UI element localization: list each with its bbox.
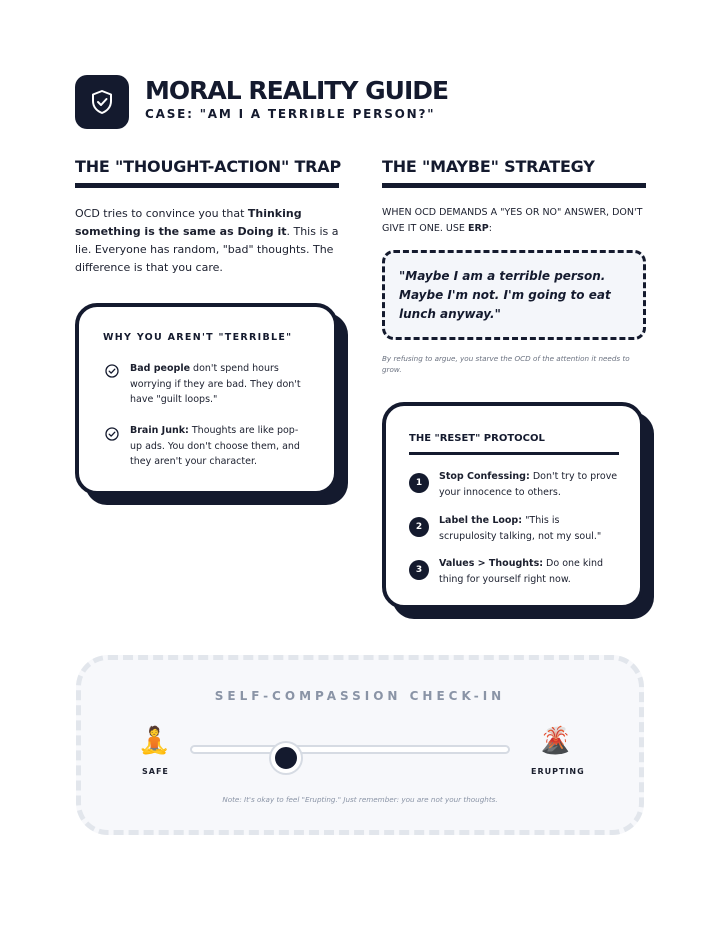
step-number: 3	[409, 560, 429, 580]
list-item	[130, 361, 310, 408]
page-title: MORAL REALITY GUIDE	[145, 76, 449, 105]
trap-intro-pre: OCD tries to convince you that	[75, 207, 248, 220]
volcano-icon: 🌋	[539, 726, 572, 756]
step-text: "This is scrupulosity talking, not my soul."	[439, 515, 602, 542]
step-number: 2	[409, 517, 429, 537]
trap-intro-bold: Thinking something is the same as Doing it	[75, 207, 302, 238]
section-heading-trap: THE "THOUGHT-ACTION" TRAP	[75, 157, 342, 176]
item-text: don't spend hours worrying if they are bad. They don't have "guilt loops."	[130, 363, 301, 405]
maybe-intro-pre: WHEN OCD DEMANDS A "YES OR NO" ANSWER, DON'T GIVE IT ONE. USE	[382, 207, 643, 234]
list-item	[439, 469, 619, 500]
step-bold: Stop Confessing:	[439, 471, 530, 482]
trap-intro-post: . This is a lie. Everyone has random, "bad" thoughts. The difference is that you care.	[75, 225, 339, 274]
checkin-note: Note: It's okay to feel "Erupting." Just remember: you are not your thoughts.	[222, 795, 498, 804]
shield-check-icon	[90, 89, 114, 115]
maybe-intro	[382, 205, 644, 237]
maybe-intro-bold: ERP	[467, 223, 489, 234]
page-subtitle: CASE: "AM I A TERRIBLE PERSON?"	[145, 107, 436, 121]
section-rule	[382, 183, 646, 188]
list-item	[439, 556, 619, 587]
maybe-intro-post: :	[488, 223, 492, 234]
erupting-label: ERUPTING	[531, 767, 585, 776]
compassion-slider-knob[interactable]	[271, 743, 301, 773]
step-bold: Values > Thoughts:	[439, 558, 544, 569]
list-item	[439, 513, 619, 544]
item-bold: Bad people	[130, 363, 191, 374]
compassion-slider-track[interactable]	[190, 745, 510, 754]
reset-protocol-card	[382, 402, 644, 609]
protocol-heading: THE "RESET" PROTOCOL	[409, 433, 545, 444]
check-circle-icon	[105, 363, 119, 382]
why-not-terrible-card	[75, 303, 338, 495]
step-number: 1	[409, 473, 429, 493]
maybe-caption: By refusing to argue, you starve the OCD of the attention it needs to grow.	[382, 354, 630, 374]
item-bold: Brain Junk:	[130, 425, 189, 436]
section-heading-maybe: THE "MAYBE" STRATEGY	[382, 157, 595, 176]
trap-intro	[75, 205, 345, 277]
step-text: Don't try to prove your innocence to others.	[439, 471, 618, 498]
step-text: Do one kind thing for yourself right now.	[439, 558, 604, 585]
section-rule	[75, 183, 339, 188]
step-bold: Label the Loop:	[439, 515, 523, 526]
meditation-icon: 🧘	[138, 726, 171, 756]
safe-label: SAFE	[142, 767, 169, 776]
protocol-rule	[409, 452, 619, 455]
card-heading: WHY YOU AREN'T "TERRIBLE"	[103, 332, 293, 343]
list-item	[130, 423, 310, 470]
maybe-quote: "Maybe I am a terrible person. Maybe I'm not. I'm going to eat lunch anyway."	[399, 269, 611, 321]
maybe-quote-box	[382, 250, 646, 340]
shield-logo	[75, 75, 129, 129]
check-circle-icon	[105, 426, 119, 445]
item-text: Thoughts are like pop-up ads. You don't choose them, and they aren't your character.	[130, 425, 300, 467]
checkin-title: SELF-COMPASSION CHECK-IN	[214, 689, 506, 703]
